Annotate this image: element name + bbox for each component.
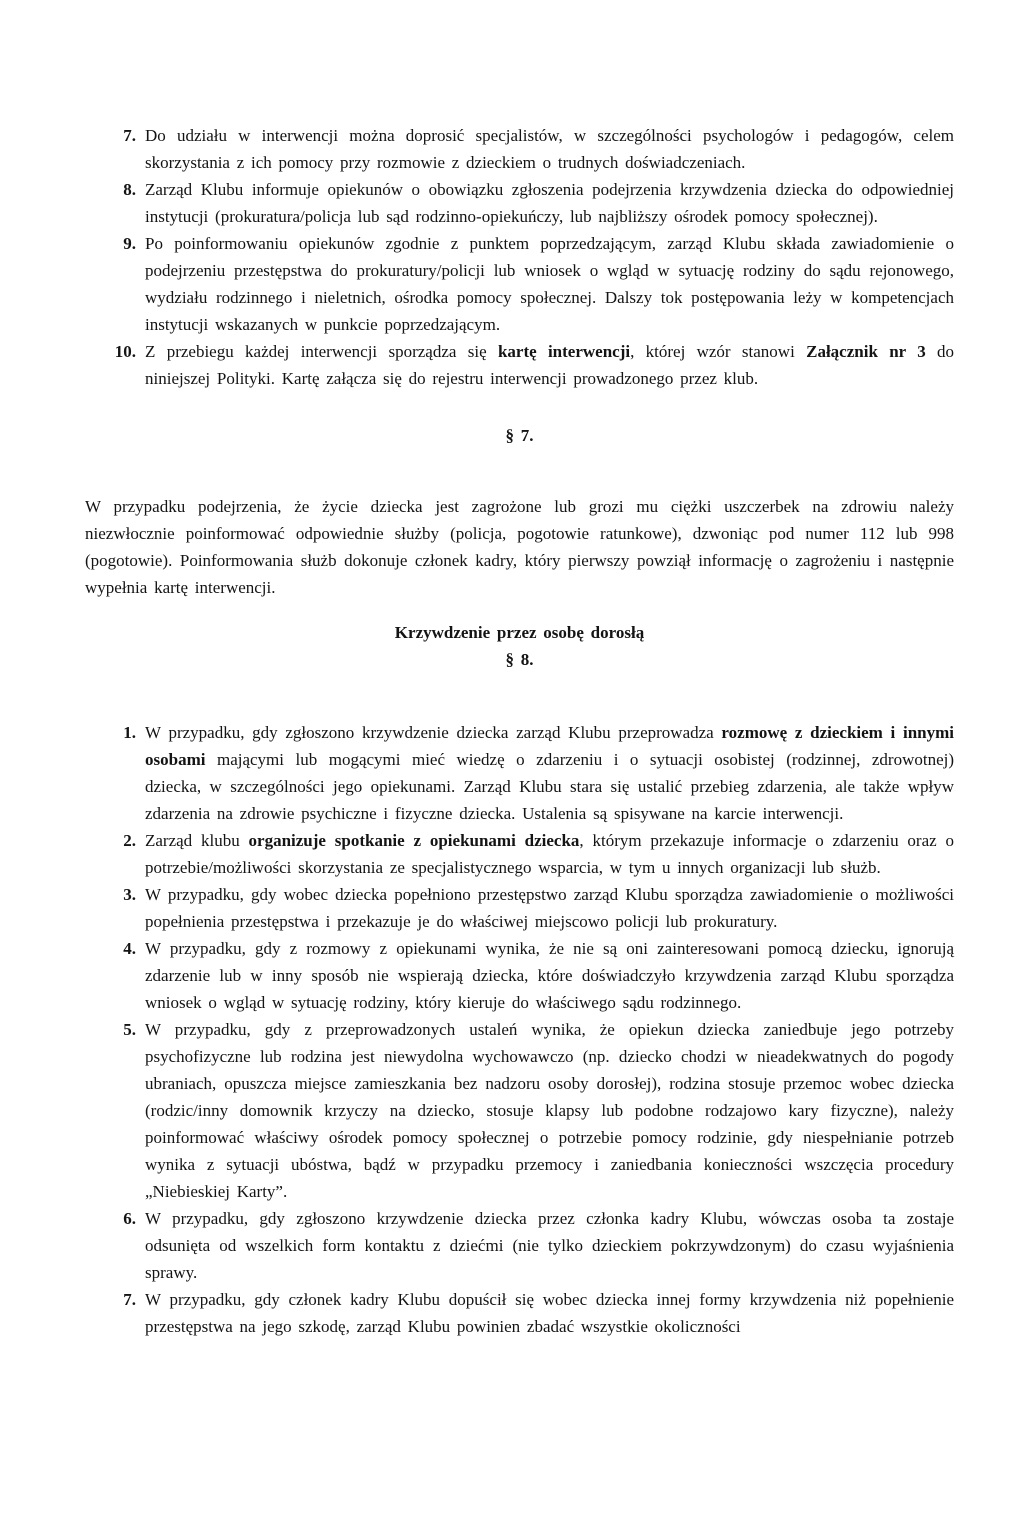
list-item: [85, 1016, 954, 1205]
list-item-number: 10.: [114, 342, 136, 361]
list-item-text: W przypadku, gdy z rozmowy z opiekunami wynika, że nie są oni zainteresowani pomocą dziecku, ignorują zdarzenie lub w inny sposób nie wspierają dziecka, które doświadczyło krzywdzenia zarząd Klubu sporządza wniosek o wgląd w sytuację rodziny, który kieruje do właściwego sądu rodzinnego.: [145, 939, 954, 1012]
list-item-text: Do udziału w interwencji można doprosić specjalistów, w szczególności psychologów i pedagogów, celem skorzystania z ich pomocy przy rozmowie z dzieckiem o trudnych doświadczeniach.: [145, 126, 954, 172]
list-item: [85, 1286, 954, 1340]
list-item-number: 7.: [123, 1290, 136, 1309]
list-item: [85, 881, 954, 935]
list-item-number: 4.: [123, 939, 136, 958]
list-item-text: Zarząd klubu organizuje spotkanie z opiekunami dziecka, którym przekazuje informacje o zdarzeniu oraz o potrzebie/możliwości skorzystania ze specjalistycznego wsparcia, w tym u innych organizacji lub służb.: [145, 831, 954, 877]
list-item-number: 5.: [123, 1020, 136, 1039]
list-item-number: 3.: [123, 885, 136, 904]
list-item: [85, 230, 954, 338]
list-item: [85, 122, 954, 176]
list-item-number: 6.: [123, 1209, 136, 1228]
list-item-text: W przypadku, gdy członek kadry Klubu dopuścił się wobec dziecka innej formy krzywdzenia niż popełnienie przestępstwa na jego szkodę, zarząd Klubu powinien zbadać wszystkie okoliczności: [145, 1290, 954, 1336]
list-item-text: Po poinformowaniu opiekunów zgodnie z punktem poprzedzającym, zarząd Klubu składa zawiadomienie o podejrzeniu przestępstwa do prokuratury/policji lub wniosek o wgląd w sytuację rodziny do sądu rejonowego, wydziału rodzinnego i nieletnich, ośrodka pomocy społecznej. Dalszy tok postępowania leży w kompetencjach instytucji wskazanych w punkcie poprzedzającym.: [145, 234, 954, 334]
list-item-number: 2.: [123, 831, 136, 850]
list-item: [85, 1205, 954, 1286]
list-item: [85, 338, 954, 392]
chapter-heading: Krzywdzenie przez osobę dorosłą: [394, 623, 645, 642]
list-item-text: W przypadku, gdy zgłoszono krzywdzenie dziecka przez członka kadry Klubu, wówczas osoba ta zostaje odsunięta od wszelkich form kontaktu z dziećmi (nie tylko dzieckiem pokrzywdzonym) do czasu wyjaśnienia sprawy.: [145, 1209, 954, 1282]
list-item-text: W przypadku, gdy wobec dziecka popełniono przestępstwo zarząd Klubu sporządza zawiadomienie o możliwości popełnienia przestępstwa i przekazuje je do właściwej miejscowo policji lub prokuratury.: [145, 885, 954, 931]
section-8-heading: § 8.: [505, 650, 534, 669]
list-item-number: 8.: [123, 180, 136, 199]
list-item: [85, 719, 954, 827]
list-item-text: Zarząd Klubu informuje opiekunów o obowiązku zgłoszenia podejrzenia krzywdzenia dziecka do odpowiedniej instytucji (prokuratura/policja lub sąd rodzinno-opiekuńczy, lub najbliższy ośrodek pomocy społecznej).: [145, 180, 954, 226]
list-item: [85, 176, 954, 230]
list-item-number: 9.: [123, 234, 136, 253]
list-item-text: W przypadku, gdy z przeprowadzonych ustaleń wynika, że opiekun dziecka zaniedbuje jego potrzeby psychofizyczne lub rodzina jest niewydolna wychowawczo (np. dziecko chodzi w nieadekwatnych do pogody ubraniach, opuszcza miejsce zamieszkania bez nadzoru osoby dorosłej), rodzina stosuje przemoc wobec dziecka (rodzic/inny domownik krzyczy na dziecko, stosuje klapsy lub podobne rodzajowo kary fizyczne), należy poinformować właściwy ośrodek pomocy społecznej o potrzebie pomocy rodzinie, gdy niespełnianie potrzeb wynika z sytuacji ubóstwa, bądź w przypadku przemocy i zaniedbania konieczności wszczęcia procedury „Niebieskiej Karty”.: [145, 1020, 954, 1201]
harm-by-adult-list: [85, 719, 954, 1340]
list-item: [85, 935, 954, 1016]
list-item-number: 7.: [123, 126, 136, 145]
list-item: [85, 827, 954, 881]
intervention-procedure-list: [85, 122, 954, 392]
section-7-heading: § 7.: [505, 426, 534, 445]
list-item-text: Z przebiegu każdej interwencji sporządza się kartę interwencji, której wzór stanowi Załącznik nr 3 do niniejszej Polityki. Kartę załącza się do rejestru interwencji prowadzonego przez klub.: [145, 342, 955, 388]
list-item-text: W przypadku, gdy zgłoszono krzywdzenie dziecka zarząd Klubu przeprowadza rozmowę z dzieckiem i innymi osobami mającymi lub mogącymi mieć wiedzę o zdarzeniu i o sytuacji osobistej (rodzinnej, zdrowotnej) dziecka, w szczególności jego opiekunami. Zarząd Klubu stara się ustalić przebieg zdarzenia, ale także wpływ zdarzenia na zdrowie psychiczne i fizyczne dziecka. Ustalenia są spisywane na karcie interwencji.: [145, 723, 954, 823]
list-item-number: 1.: [123, 723, 136, 742]
section-7-paragraph: W przypadku podejrzenia, że życie dziecka jest zagrożone lub grozi mu ciężki uszczerbek na zdrowiu należy niezwłocznie poinformować odpowiednie służby (policja, pogotowie ratunkowe), dzwoniąc pod numer 112 lub 998 (pogotowie). Poinformowania służb dokonuje członek kadry, który pierwszy powziął informację o zagrożeniu i następnie wypełnia kartę interwencji.: [85, 497, 954, 597]
